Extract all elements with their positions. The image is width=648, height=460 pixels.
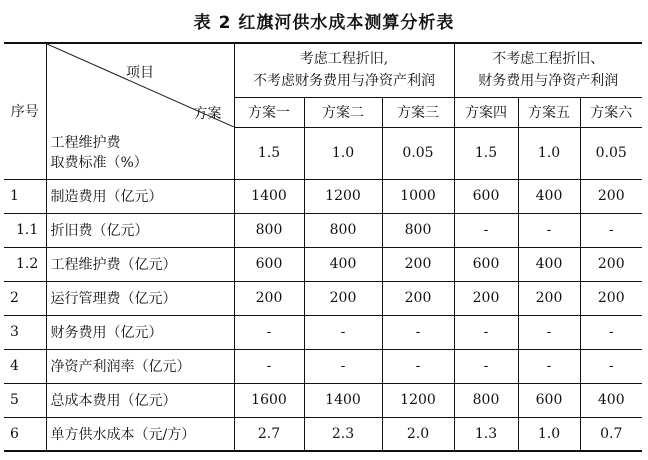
row-value: - xyxy=(518,349,580,383)
group-a-line-2: 不考虑财务费用与净资产利润 xyxy=(253,73,435,90)
row-value: 200 xyxy=(580,179,642,213)
scheme-3-header: 方案三 xyxy=(382,97,454,127)
row-value: 200 xyxy=(382,247,454,281)
std-value-3: 0.05 xyxy=(382,127,454,179)
row-item: 折旧费（亿元） xyxy=(46,213,234,247)
row-value: 400 xyxy=(580,383,642,417)
std-label xyxy=(46,127,234,179)
row-value: - xyxy=(234,315,304,349)
scheme-4-header: 方案四 xyxy=(454,97,518,127)
row-value: - xyxy=(454,315,518,349)
row-seq: 1.2 xyxy=(4,247,46,281)
row-value: - xyxy=(454,349,518,383)
row-item: 制造费用（亿元） xyxy=(46,179,234,213)
row-value: 200 xyxy=(454,281,518,315)
row-value: - xyxy=(518,315,580,349)
row-seq: 4 xyxy=(4,349,46,383)
header-row-standard xyxy=(4,127,642,179)
row-value: 600 xyxy=(454,247,518,281)
row-item: 工程维护费（亿元） xyxy=(46,247,234,281)
table-title: 表 2 红旗河供水成本测算分析表 xyxy=(193,13,455,33)
row-value: 1400 xyxy=(234,179,304,213)
table-row xyxy=(4,315,642,349)
row-value: 600 xyxy=(518,383,580,417)
group-b-line-1: 不考虑工程折旧、 xyxy=(492,51,605,68)
row-value: - xyxy=(304,315,382,349)
row-value: 800 xyxy=(304,213,382,247)
row-value: 1000 xyxy=(382,179,454,213)
scheme-6-header: 方案六 xyxy=(580,97,642,127)
table-row xyxy=(4,213,642,247)
row-value: 1200 xyxy=(304,179,382,213)
row-seq: 1 xyxy=(4,179,46,213)
scheme-header: 方案 xyxy=(193,106,222,122)
row-item: 净资产利润率（亿元） xyxy=(46,349,234,383)
scheme-1-header: 方案一 xyxy=(234,97,304,127)
row-seq: 6 xyxy=(4,417,46,451)
row-value: 1.3 xyxy=(454,417,518,451)
row-value: 400 xyxy=(518,247,580,281)
row-value: - xyxy=(304,349,382,383)
std-label-line-1: 工程维护费 xyxy=(50,134,121,151)
row-value: 400 xyxy=(304,247,382,281)
table-row xyxy=(4,281,642,315)
row-value: 2.3 xyxy=(304,417,382,451)
row-value: - xyxy=(454,213,518,247)
header-row-groups xyxy=(4,43,642,97)
table-row xyxy=(4,417,642,451)
row-item: 总成本费用（亿元） xyxy=(46,383,234,417)
row-value: - xyxy=(234,349,304,383)
table-row xyxy=(4,179,642,213)
group-a-header xyxy=(234,43,454,97)
row-value: 1600 xyxy=(234,383,304,417)
std-value-4: 1.5 xyxy=(454,127,518,179)
row-value: 0.7 xyxy=(580,417,642,451)
row-value: 200 xyxy=(304,281,382,315)
row-value: 600 xyxy=(454,179,518,213)
std-value-2: 1.0 xyxy=(304,127,382,179)
row-seq: 3 xyxy=(4,315,46,349)
row-seq: 2 xyxy=(4,281,46,315)
group-b-line-2: 财务费用与净资产利润 xyxy=(478,73,619,90)
row-value: 1200 xyxy=(382,383,454,417)
row-value: - xyxy=(580,349,642,383)
group-b-header xyxy=(454,43,642,97)
item-scheme-header xyxy=(46,43,234,127)
std-value-1: 1.5 xyxy=(234,127,304,179)
table-row xyxy=(4,349,642,383)
row-value: 600 xyxy=(234,247,304,281)
row-seq: 1.1 xyxy=(4,213,46,247)
table-row xyxy=(4,247,642,281)
row-value: 800 xyxy=(382,213,454,247)
scheme-2-header: 方案二 xyxy=(304,97,382,127)
scheme-5-header: 方案五 xyxy=(518,97,580,127)
item-header: 项目 xyxy=(126,65,154,81)
table-row xyxy=(4,383,642,417)
row-value: - xyxy=(382,315,454,349)
cost-analysis-table xyxy=(4,42,642,452)
std-value-6: 0.05 xyxy=(580,127,642,179)
row-value: 200 xyxy=(234,281,304,315)
row-value: 200 xyxy=(580,281,642,315)
seq-header: 序号 xyxy=(4,43,46,179)
row-value: 2.0 xyxy=(382,417,454,451)
std-value-5: 1.0 xyxy=(518,127,580,179)
row-value: - xyxy=(580,213,642,247)
row-item: 单方供水成本（元/方） xyxy=(46,417,234,451)
row-item: 财务费用（亿元） xyxy=(46,315,234,349)
group-a-line-1: 考虑工程折旧, xyxy=(299,51,389,68)
row-value: 200 xyxy=(382,281,454,315)
row-value: - xyxy=(382,349,454,383)
row-item: 运行管理费（亿元） xyxy=(46,281,234,315)
std-label-line-2: 取费标准（%） xyxy=(50,154,148,171)
row-seq: 5 xyxy=(4,383,46,417)
row-value: 200 xyxy=(580,247,642,281)
row-value: - xyxy=(518,213,580,247)
row-value: - xyxy=(580,315,642,349)
row-value: 400 xyxy=(518,179,580,213)
row-value: 800 xyxy=(454,383,518,417)
row-value: 1400 xyxy=(304,383,382,417)
row-value: 2.7 xyxy=(234,417,304,451)
row-value: 200 xyxy=(518,281,580,315)
row-value: 1.0 xyxy=(518,417,580,451)
row-value: 800 xyxy=(234,213,304,247)
